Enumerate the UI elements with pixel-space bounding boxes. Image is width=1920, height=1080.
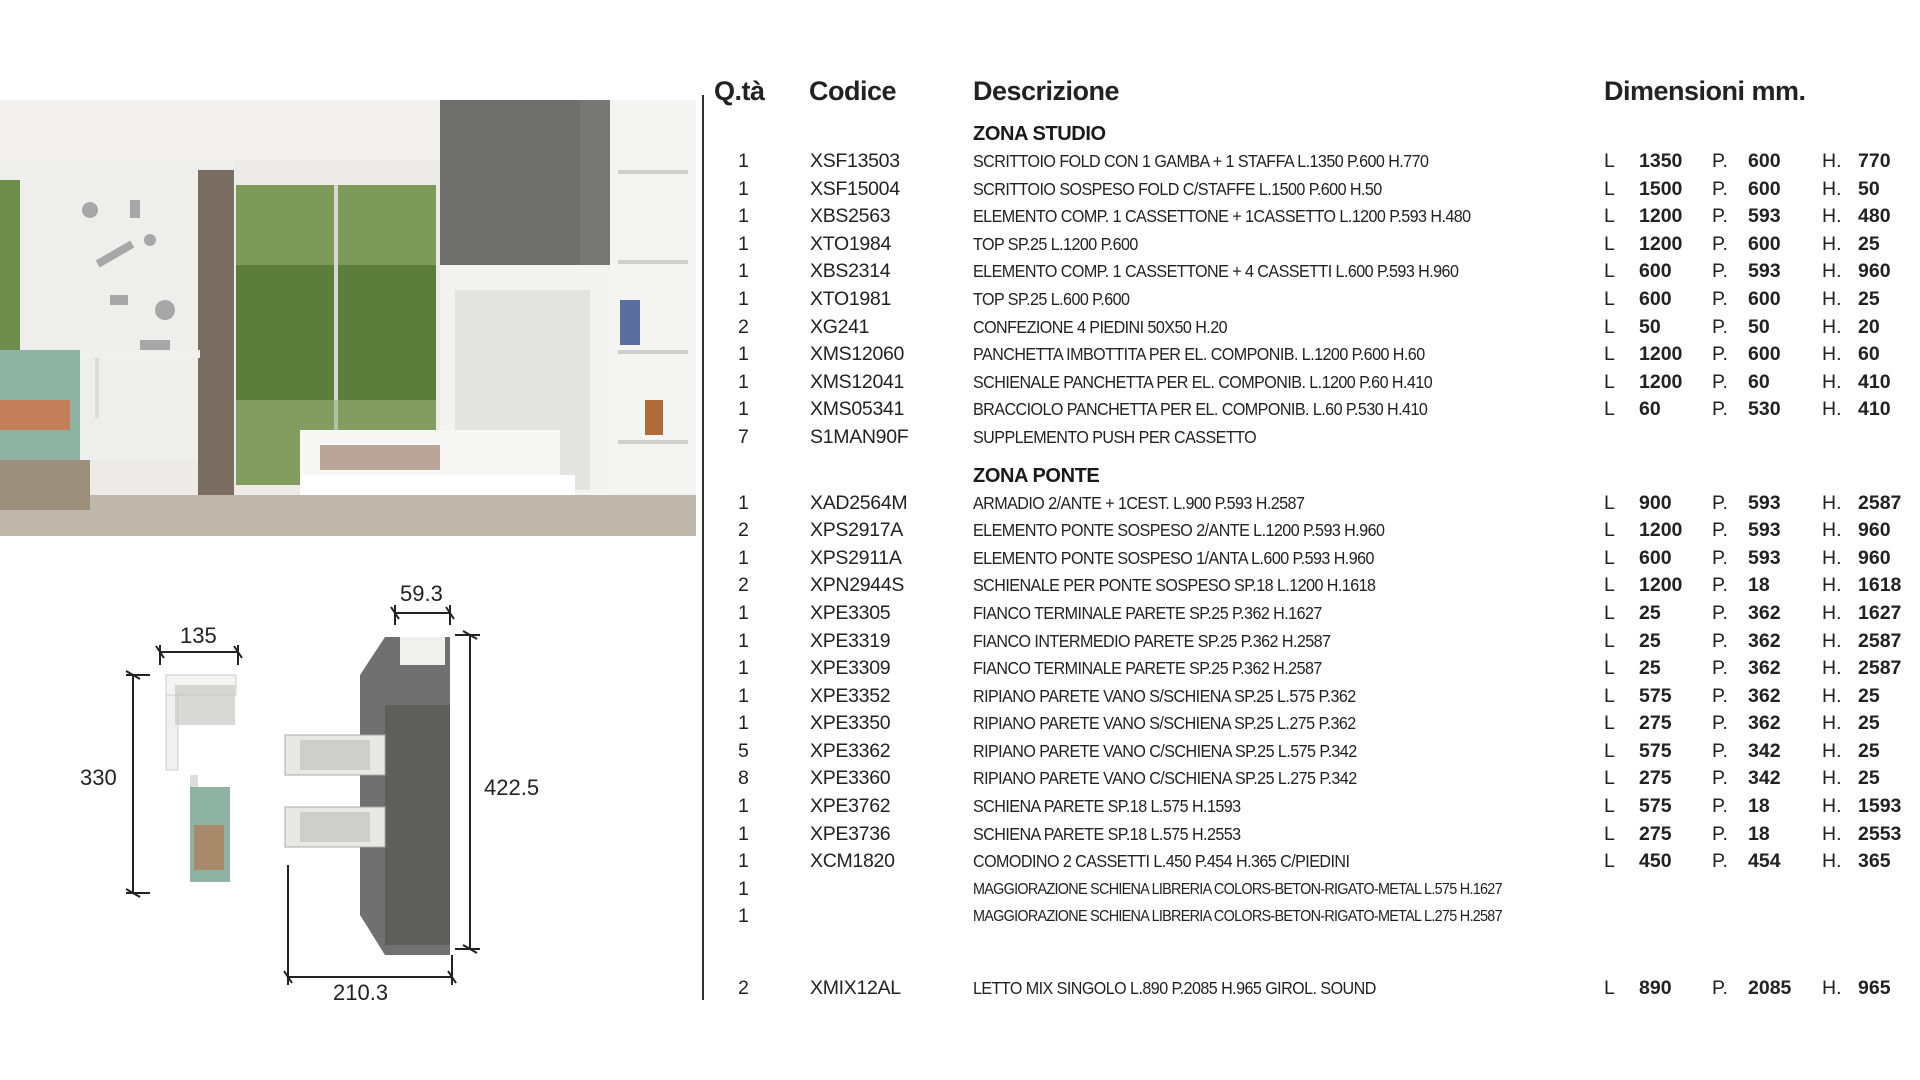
dim-h-value: 365 — [1858, 850, 1891, 873]
description-cell: CONFEZIONE 4 PIEDINI 50X50 H.20 — [973, 316, 1228, 337]
dim-p-label: P. — [1712, 712, 1728, 735]
dim-h-label: H. — [1822, 398, 1842, 421]
qty-cell: 1 — [738, 822, 749, 845]
dim-l-value: 575 — [1639, 795, 1672, 818]
dim-p-label: P. — [1712, 287, 1728, 310]
code-cell: XPS2917A — [810, 519, 904, 542]
code-cell: XPN2944S — [810, 574, 905, 597]
qty-cell: 1 — [738, 629, 749, 652]
dim-p-label: P. — [1712, 739, 1728, 762]
dim-l-label: L — [1604, 739, 1615, 762]
dim-l-value: 900 — [1639, 491, 1672, 514]
table-row — [712, 572, 1912, 600]
description-cell: TOP SP.25 L.1200 P.600 — [973, 233, 1138, 254]
description-cell: FIANCO TERMINALE PARETE SP.25 P.362 H.2587 — [973, 658, 1322, 679]
dim-l-label: L — [1604, 767, 1615, 790]
dim-l-value: 275 — [1639, 712, 1672, 735]
header-dimensions: Dimensioni mm. — [1604, 76, 1806, 106]
dim-h-value: 25 — [1858, 712, 1880, 735]
dim-h-label: H. — [1822, 519, 1842, 542]
table-header — [712, 76, 1912, 120]
table-row — [712, 369, 1912, 397]
dim-h-label: H. — [1822, 712, 1842, 735]
qty-cell: 1 — [738, 205, 749, 228]
description-cell: SUPPLEMENTO PUSH PER CASSETTO — [973, 426, 1257, 447]
description-cell: ARMADIO 2/ANTE + 1CEST. L.900 P.593 H.2587 — [973, 492, 1305, 513]
table-row — [712, 341, 1912, 369]
dim-h-label: H. — [1822, 343, 1842, 366]
dim-p-value: 362 — [1748, 684, 1781, 707]
qty-cell: 1 — [738, 546, 749, 569]
code-cell: XTO1981 — [810, 287, 892, 310]
table-row — [712, 545, 1912, 573]
dim-h-value: 1618 — [1858, 574, 1902, 597]
qty-cell: 1 — [738, 601, 749, 624]
dim-l-label: L — [1604, 343, 1615, 366]
qty-cell: 1 — [738, 177, 749, 200]
dim-h-label: H. — [1822, 739, 1842, 762]
dim-h-value: 25 — [1858, 739, 1880, 762]
qty-cell: 2 — [738, 977, 749, 1000]
header-qty: Q.tà — [714, 76, 765, 106]
dim-h-value: 770 — [1858, 150, 1891, 172]
qty-cell: 8 — [738, 767, 749, 790]
code-cell: XBS2314 — [810, 260, 891, 283]
dim-p-value: 362 — [1748, 712, 1781, 735]
dim-l-label: L — [1604, 629, 1615, 652]
description-cell: SCHIENALE PANCHETTA PER EL. COMPONIB. L.1200 P.60 H.410 — [973, 371, 1433, 392]
dim-l-value: 25 — [1639, 601, 1661, 624]
parts-table — [712, 76, 1912, 1003]
code-cell: XMS05341 — [810, 398, 905, 421]
dim-h-label: H. — [1822, 684, 1842, 707]
code-cell: XSF15004 — [810, 177, 900, 200]
code-cell: XMIX12AL — [810, 977, 901, 1000]
code-cell: S1MAN90F — [810, 425, 909, 448]
dim-p-value: 593 — [1748, 491, 1781, 514]
dim-l-label: L — [1604, 601, 1615, 624]
table-row — [712, 203, 1912, 231]
dim-p-value: 600 — [1748, 177, 1781, 200]
dim-p-label: P. — [1712, 232, 1728, 255]
qty-cell: 1 — [738, 150, 749, 172]
dim-h-label: H. — [1822, 370, 1842, 393]
dim-h-label: H. — [1822, 574, 1842, 597]
table-row — [712, 903, 1912, 931]
dim-l-value: 50 — [1639, 315, 1661, 338]
dim-h-label: H. — [1822, 260, 1842, 283]
dim-l-label: L — [1604, 177, 1615, 200]
dim-p-value: 530 — [1748, 398, 1781, 421]
dim-l-value: 1500 — [1639, 177, 1683, 200]
dim-l-label: L — [1604, 546, 1615, 569]
dim-p-value: 2085 — [1748, 977, 1792, 1000]
dim-h-value: 50 — [1858, 177, 1880, 200]
table-body — [712, 120, 1912, 1003]
technical-drawings — [60, 575, 580, 1015]
description-cell: FIANCO TERMINALE PARETE SP.25 P.362 H.1627 — [973, 602, 1322, 623]
code-cell: XCM1820 — [810, 850, 895, 873]
code-cell: XAD2564M — [810, 491, 908, 514]
dim-l-value: 600 — [1639, 287, 1672, 310]
dim-p-label: P. — [1712, 546, 1728, 569]
table-row — [712, 821, 1912, 849]
dim-p-value: 454 — [1748, 850, 1781, 873]
dim-l-label: L — [1604, 519, 1615, 542]
dim-p-label: P. — [1712, 629, 1728, 652]
dim-l-label: L — [1604, 574, 1615, 597]
dim-p-value: 600 — [1748, 287, 1781, 310]
dim-h-label: H. — [1822, 232, 1842, 255]
description-cell: SCHIENALE PER PONTE SOSPESO SP.18 L.1200 H.1618 — [973, 575, 1376, 596]
dim-p-label: P. — [1712, 767, 1728, 790]
code-cell: XBS2563 — [810, 205, 891, 228]
room-illustration — [0, 100, 696, 536]
dim-l-label: L — [1604, 822, 1615, 845]
code-cell: XPE3762 — [810, 795, 891, 818]
dim-p-label: P. — [1712, 150, 1728, 172]
dim-h-value: 2587 — [1858, 629, 1902, 652]
dim-l-value: 1200 — [1639, 574, 1683, 597]
dim-h-value: 410 — [1858, 370, 1891, 393]
table-row — [712, 848, 1912, 876]
room-photo — [0, 100, 696, 536]
dim-l-value: 1200 — [1639, 370, 1683, 393]
dim-h-label: H. — [1822, 287, 1842, 310]
dim-l-value: 1350 — [1639, 150, 1683, 172]
dim-l-label: L — [1604, 684, 1615, 707]
table-row — [712, 396, 1912, 424]
table-row — [712, 424, 1912, 452]
dim-p-value: 593 — [1748, 260, 1781, 283]
dim-p-label: P. — [1712, 315, 1728, 338]
dim-h-label: H. — [1822, 795, 1842, 818]
dim-l-value: 1200 — [1639, 232, 1683, 255]
dim-p-value: 593 — [1748, 519, 1781, 542]
header-code: Codice — [809, 76, 897, 106]
dim-p-label: P. — [1712, 370, 1728, 393]
dim-h-label: H. — [1822, 629, 1842, 652]
dim-l-value: 450 — [1639, 850, 1672, 873]
table-row — [712, 517, 1912, 545]
dim-h-value: 25 — [1858, 767, 1880, 790]
description-cell: SCRITTOIO FOLD CON 1 GAMBA + 1 STAFFA L.1350 P.600 H.770 — [973, 151, 1429, 171]
dim-p-value: 600 — [1748, 232, 1781, 255]
section-heading — [712, 120, 1912, 148]
dim-h-label: H. — [1822, 491, 1842, 514]
code-cell: XPE3305 — [810, 601, 891, 624]
dim-left-height: 330 — [80, 765, 117, 790]
section-heading — [712, 462, 1912, 490]
table-row — [712, 600, 1912, 628]
description-cell: PANCHETTA IMBOTTITA PER EL. COMPONIB. L.1200 P.600 H.60 — [973, 344, 1425, 365]
table-row — [712, 286, 1912, 314]
table-row — [712, 148, 1912, 176]
dim-h-value: 410 — [1858, 398, 1891, 421]
qty-cell: 1 — [738, 712, 749, 735]
dim-h-label: H. — [1822, 767, 1842, 790]
description-cell: SCRITTOIO SOSPESO FOLD C/STAFFE L.1500 P.600 H.50 — [973, 178, 1382, 199]
qty-cell: 1 — [738, 905, 749, 928]
dim-right-depth: 59.3 — [400, 581, 443, 606]
dim-p-label: P. — [1712, 601, 1728, 624]
qty-cell: 1 — [738, 491, 749, 514]
dim-p-value: 362 — [1748, 629, 1781, 652]
dim-p-value: 342 — [1748, 767, 1781, 790]
code-cell: XPE3319 — [810, 629, 891, 652]
table-row — [712, 490, 1912, 518]
table-row — [712, 258, 1912, 286]
table-row — [712, 975, 1912, 1003]
section-title: ZONA STUDIO — [973, 123, 1106, 145]
dim-h-label: H. — [1822, 977, 1842, 1000]
dim-right-width: 210.3 — [333, 980, 389, 1005]
code-cell: XPE3352 — [810, 684, 891, 707]
dim-p-label: P. — [1712, 574, 1728, 597]
dim-l-label: L — [1604, 315, 1615, 338]
dim-l-label: L — [1604, 850, 1615, 873]
description-cell: LETTO MIX SINGOLO L.890 P.2085 H.965 GIROL. SOUND — [973, 978, 1376, 999]
dim-h-label: H. — [1822, 315, 1842, 338]
qty-cell: 1 — [738, 877, 749, 900]
qty-cell: 2 — [738, 519, 749, 542]
description-cell: ELEMENTO COMP. 1 CASSETTONE + 4 CASSETTI L.600 P.593 H.960 — [973, 261, 1459, 282]
table-row — [712, 231, 1912, 259]
code-cell: XPS2911A — [810, 546, 902, 569]
qty-cell: 2 — [738, 315, 749, 338]
qty-cell: 1 — [738, 850, 749, 873]
dim-l-value: 890 — [1639, 977, 1672, 1000]
dim-h-label: H. — [1822, 822, 1842, 845]
dim-l-value: 600 — [1639, 546, 1672, 569]
section-title: ZONA PONTE — [973, 464, 1100, 487]
dim-l-label: L — [1604, 232, 1615, 255]
description-cell: BRACCIOLO PANCHETTA PER EL. COMPONIB. L.60 P.530 H.410 — [973, 399, 1428, 420]
dim-l-value: 60 — [1639, 398, 1661, 421]
dim-l-value: 575 — [1639, 739, 1672, 762]
dim-h-label: H. — [1822, 657, 1842, 680]
dim-p-label: P. — [1712, 850, 1728, 873]
dim-h-value: 2587 — [1858, 657, 1902, 680]
dim-l-label: L — [1604, 398, 1615, 421]
qty-cell: 1 — [738, 232, 749, 255]
code-cell: XPE3309 — [810, 657, 891, 680]
dim-h-label: H. — [1822, 850, 1842, 873]
description-cell: ELEMENTO PONTE SOSPESO 1/ANTA L.600 P.593 H.960 — [973, 547, 1374, 568]
dim-left-width: 135 — [180, 623, 217, 648]
code-cell: XPE3360 — [810, 767, 891, 790]
dim-h-label: H. — [1822, 601, 1842, 624]
dim-h-label: H. — [1822, 150, 1842, 172]
dim-p-label: P. — [1712, 177, 1728, 200]
dim-l-label: L — [1604, 287, 1615, 310]
qty-cell: 1 — [738, 657, 749, 680]
dim-h-value: 480 — [1858, 205, 1891, 228]
dim-p-value: 18 — [1748, 822, 1770, 845]
dim-l-value: 275 — [1639, 767, 1672, 790]
dim-h-value: 25 — [1858, 232, 1880, 255]
qty-cell: 7 — [738, 425, 749, 448]
description-cell: RIPIANO PARETE VANO S/SCHIENA SP.25 L.275 P.362 — [973, 713, 1356, 734]
dim-p-label: P. — [1712, 977, 1728, 1000]
dim-l-label: L — [1604, 657, 1615, 680]
dim-p-label: P. — [1712, 398, 1728, 421]
table-row — [712, 738, 1912, 766]
table-row — [712, 793, 1912, 821]
dim-h-value: 60 — [1858, 343, 1880, 366]
code-cell: XTO1984 — [810, 232, 892, 255]
dim-l-value: 25 — [1639, 657, 1661, 680]
description-cell: ELEMENTO PONTE SOSPESO 2/ANTE L.1200 P.593 H.960 — [973, 520, 1385, 541]
dim-p-label: P. — [1712, 822, 1728, 845]
table-row — [712, 710, 1912, 738]
description-cell: MAGGIORAZIONE SCHIENA LIBRERIA COLORS-BETON-RIGATO-METAL L.575 H.1627 — [973, 880, 1502, 898]
table-row — [712, 176, 1912, 204]
dim-h-value: 960 — [1858, 546, 1891, 569]
dim-p-value: 362 — [1748, 601, 1781, 624]
dim-l-value: 25 — [1639, 629, 1661, 652]
dim-p-label: P. — [1712, 205, 1728, 228]
table-row — [712, 314, 1912, 342]
qty-cell: 1 — [738, 398, 749, 421]
table-row — [712, 765, 1912, 793]
description-cell: ELEMENTO COMP. 1 CASSETTONE + 1CASSETTO L.1200 P.593 H.480 — [973, 206, 1471, 227]
code-cell: XPE3362 — [810, 739, 891, 762]
code-cell: XMS12041 — [810, 370, 905, 393]
qty-cell: 1 — [738, 795, 749, 818]
dim-l-label: L — [1604, 491, 1615, 514]
qty-cell: 1 — [738, 684, 749, 707]
dim-p-value: 593 — [1748, 205, 1781, 228]
dim-p-value: 50 — [1748, 315, 1770, 338]
dim-l-label: L — [1604, 260, 1615, 283]
spacer — [712, 931, 1912, 975]
dim-h-label: H. — [1822, 546, 1842, 569]
description-cell: SCHIENA PARETE SP.18 L.575 H.1593 — [973, 796, 1241, 817]
description-cell: RIPIANO PARETE VANO S/SCHIENA SP.25 L.575 P.362 — [973, 685, 1356, 706]
description-cell: RIPIANO PARETE VANO C/SCHIENA SP.25 L.575 P.342 — [973, 740, 1357, 761]
dim-p-value: 600 — [1748, 343, 1781, 366]
dim-l-label: L — [1604, 795, 1615, 818]
dim-h-value: 2553 — [1858, 822, 1902, 845]
table-row — [712, 683, 1912, 711]
code-cell: XMS12060 — [810, 343, 905, 366]
description-cell: FIANCO INTERMEDIO PARETE SP.25 P.362 H.2587 — [973, 630, 1331, 651]
code-cell: XPE3350 — [810, 712, 891, 735]
dim-right-height: 422.5 — [484, 775, 540, 800]
dim-p-label: P. — [1712, 260, 1728, 283]
description-cell: COMODINO 2 CASSETTI L.450 P.454 H.365 C/PIEDINI — [973, 851, 1350, 872]
dim-p-label: P. — [1712, 795, 1728, 818]
dim-l-value: 600 — [1639, 260, 1672, 283]
dim-p-label: P. — [1712, 343, 1728, 366]
dim-p-value: 342 — [1748, 739, 1781, 762]
dim-l-value: 1200 — [1639, 519, 1683, 542]
code-cell: XSF13503 — [810, 150, 900, 172]
dim-h-value: 960 — [1858, 260, 1891, 283]
dim-p-label: P. — [1712, 684, 1728, 707]
dim-l-value: 1200 — [1639, 343, 1683, 366]
code-cell: XG241 — [810, 315, 870, 338]
qty-cell: 1 — [738, 370, 749, 393]
column-divider — [702, 95, 704, 1000]
dim-p-value: 362 — [1748, 657, 1781, 680]
dim-h-value: 960 — [1858, 519, 1891, 542]
description-cell: MAGGIORAZIONE SCHIENA LIBRERIA COLORS-BETON-RIGATO-METAL L.275 H.2587 — [973, 908, 1502, 926]
table-row — [712, 628, 1912, 656]
dim-h-value: 2587 — [1858, 491, 1902, 514]
dim-l-value: 1200 — [1639, 205, 1683, 228]
dim-p-value: 60 — [1748, 370, 1770, 393]
header-description: Descrizione — [973, 76, 1120, 106]
dim-h-value: 25 — [1858, 684, 1880, 707]
dim-h-value: 1593 — [1858, 795, 1902, 818]
description-cell: SCHIENA PARETE SP.18 L.575 H.2553 — [973, 823, 1241, 844]
dim-p-value: 600 — [1748, 150, 1781, 172]
description-cell: RIPIANO PARETE VANO C/SCHIENA SP.25 L.275 P.342 — [973, 768, 1357, 789]
dim-l-label: L — [1604, 150, 1615, 172]
dim-l-value: 575 — [1639, 684, 1672, 707]
qty-cell: 5 — [738, 739, 749, 762]
dim-l-label: L — [1604, 712, 1615, 735]
dim-h-value: 1627 — [1858, 601, 1902, 624]
dim-p-value: 593 — [1748, 546, 1781, 569]
dim-l-label: L — [1604, 977, 1615, 1000]
qty-cell: 2 — [738, 574, 749, 597]
code-cell: XPE3736 — [810, 822, 891, 845]
dim-h-value: 20 — [1858, 315, 1880, 338]
dim-p-label: P. — [1712, 519, 1728, 542]
dim-l-value: 275 — [1639, 822, 1672, 845]
dim-p-label: P. — [1712, 657, 1728, 680]
qty-cell: 1 — [738, 260, 749, 283]
dim-l-label: L — [1604, 205, 1615, 228]
table-row — [712, 876, 1912, 904]
dim-h-value: 965 — [1858, 977, 1891, 1000]
dim-l-label: L — [1604, 370, 1615, 393]
qty-cell: 1 — [738, 287, 749, 310]
description-cell: TOP SP.25 L.600 P.600 — [973, 288, 1130, 309]
dim-p-value: 18 — [1748, 574, 1770, 597]
qty-cell: 1 — [738, 343, 749, 366]
dim-h-label: H. — [1822, 205, 1842, 228]
dim-h-value: 25 — [1858, 287, 1880, 310]
dim-p-value: 18 — [1748, 795, 1770, 818]
dim-p-label: P. — [1712, 491, 1728, 514]
table-row — [712, 655, 1912, 683]
dim-h-label: H. — [1822, 177, 1842, 200]
